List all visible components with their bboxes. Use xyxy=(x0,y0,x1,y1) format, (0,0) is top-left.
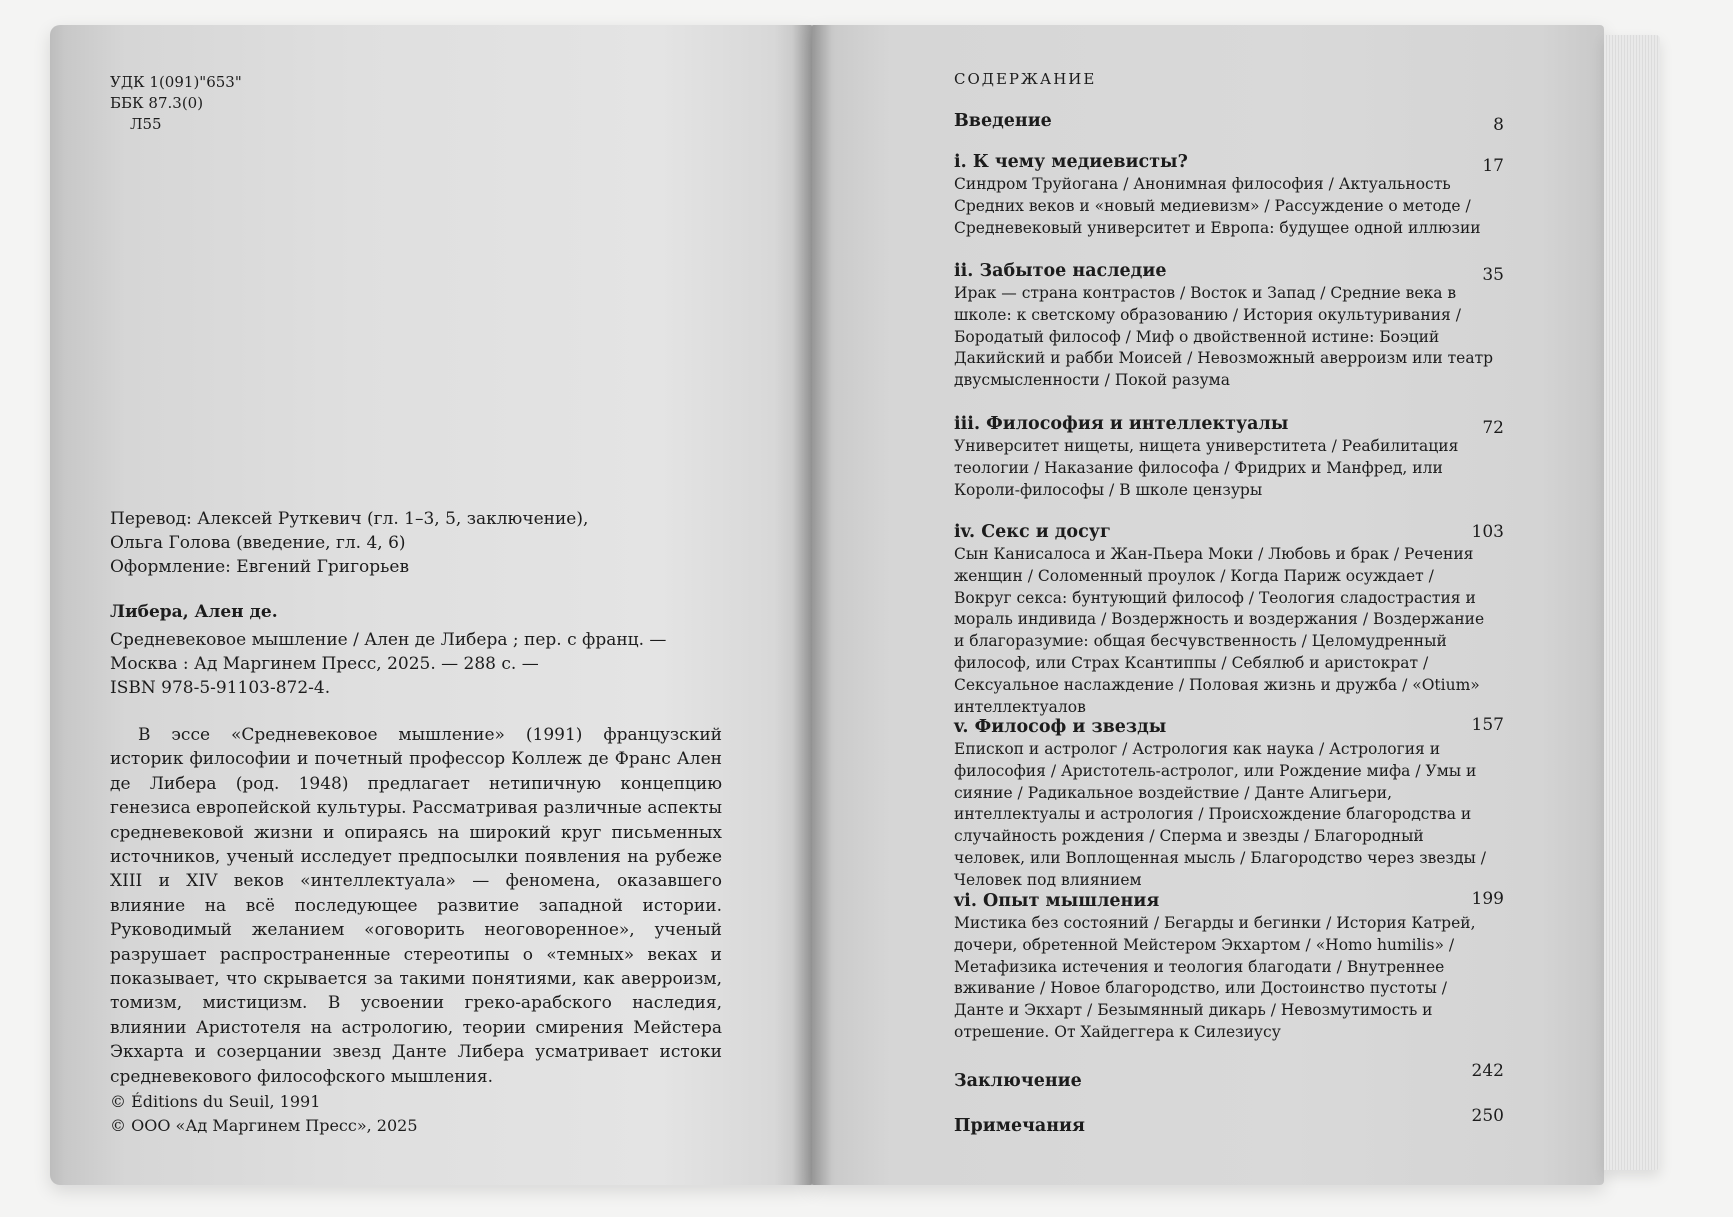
credits-block xyxy=(110,507,588,579)
toc-entry xyxy=(954,412,1504,501)
toc-entry-desc: Мистика без состояний / Бегарды и бегинки / История Катрей, дочери, обретенной Мейстером Экхартом / «Homo humilis» / Метафизика истечения и теология благодати / Внутреннее вживание / Новое благородство, или Достоинство пустоты / Данте и Экхарт / Безымянный дикарь / Невозмутимость и отрешение. От Хайдеггера к Силезиусу xyxy=(954,914,1476,1041)
right-page xyxy=(812,25,1604,1185)
catalog-record xyxy=(110,600,666,700)
toc-entry-title: iii. Философия и интеллектуалы xyxy=(954,414,1289,434)
toc-entry xyxy=(954,1061,1504,1093)
toc-entry xyxy=(954,1106,1504,1138)
abstract-paragraph: В эссе «Средневековое мышление» (1991) французский историк философии и почетный профессор Коллеж де Франс Ален де Либера (род. 1948) предлагает нетипичную концепцию генезиса европейской культуры. Рассматривая различные аспекты средневековой жизни и опираясь на широкий круг письменных источников, ученый исследует предпосылки появления на рубеже XIII и XIV веков «интеллектуала» — феномена, оказавшего влияние на всё последующее развитие западной истории. Руководимый желанием «оговорить неоговоренное», ученый разрушает распространенные стереотипы о «темных» веках и показывает, что скрывается за такими понятиями, как аверроизм, томизм, мистицизм. В усвоении греко-арабского наследия, влиянии Аристотеля на астрологию, теории смирения Мейстера Экхарта и созерцании звезд Данте Либера усматривает истоки средневекового философского мышления. xyxy=(110,725,722,1087)
toc-entry-title: iv. Секс и досуг xyxy=(954,522,1111,542)
toc-entry-desc: Университет нищеты, нищета универститета / Реабилитация теологии / Наказание философа / Фридрих и Манфред, или Короли-философы / В школе цензуры xyxy=(954,437,1459,499)
toc-entry-title: ii. Забытое наследие xyxy=(954,261,1167,281)
author-mark-code: Л55 xyxy=(130,115,162,133)
toc-entry-title: i. К чему медиевисты? xyxy=(954,152,1188,172)
book-gutter xyxy=(792,25,832,1185)
toc-entry-desc: Синдром Труйогана / Анонимная философия / Актуальность Средних веков и «новый медиевизм» / Рассуждение о методе / Средневековый университет и Европа: будущее одной иллюзии xyxy=(954,175,1481,237)
toc-entry xyxy=(954,520,1504,718)
toc-entry-title: Введение xyxy=(954,111,1052,131)
toc-entry-desc: Ирак — страна контрастов / Восток и Запад / Средние века в школе: к светскому образованию / История окультуривания / Бородатый философ / Миф о двойственной истине: Боэций Дакийский и рабби Моисей / Невозможный аверроизм или театр двусмысленности / Покой разума xyxy=(954,284,1494,390)
open-book xyxy=(50,25,1660,1185)
bbk-code: ББК 87.3(0) xyxy=(110,94,204,112)
toc-entry-page: 72 xyxy=(1482,418,1504,438)
toc-entry xyxy=(954,109,1504,135)
toc-entry-page: 35 xyxy=(1482,265,1504,285)
udk-code: УДК 1(091)"653" xyxy=(110,73,242,91)
copyright-line: © ООО «Ад Маргинем Пресс», 2025 xyxy=(110,1116,418,1135)
toc-entry-desc: Епископ и астролог / Астрология как наука / Астрология и философия / Аристотель-астролог, или Рождение мифа / Умы и сияние / Радикальное воздействие / Данте Алигьери, интеллектуалы и астрология / Происхождение благородства и случайность рождения / Сперма и звезды / Благородный человек, или Воплощенная мысль / Благородство через звезды / Человек под влиянием xyxy=(954,740,1487,889)
toc-entry-page: 103 xyxy=(1471,522,1504,542)
toc-entry-desc: Сын Канисалоса и Жан-Пьера Моки / Любовь и брак / Речения женщин / Соломенный проулок / Когда Париж осуждает / Вокруг секса: бунтующий философ / Теология сладострастия и мораль индивида / Воздержность и воздержания / Воздержание и благоразумие: общая бесчувственность / Целомудренный философ, или Страх Ксантиппы / Себялюб и аристократ / Сексуальное наслаждение / Половая жизнь и дружба / «Otium» интеллектуалов xyxy=(954,545,1485,716)
left-page xyxy=(50,25,812,1185)
page-edges xyxy=(1604,35,1660,1170)
toc-heading: СОДЕРЖАНИЕ xyxy=(954,70,1097,88)
catalog-author: Либера, Ален де. xyxy=(110,602,278,622)
copyright-block xyxy=(110,1090,418,1138)
credit-line: Перевод: Алексей Руткевич (гл. 1–3, 5, заключение), xyxy=(110,509,589,529)
toc-entry-page: 242 xyxy=(1471,1061,1504,1081)
catalog-line: ISBN 978-5-91103-872-4. xyxy=(110,678,331,698)
toc-entry xyxy=(954,150,1504,239)
catalog-line: Средневековое мышление / Ален де Либера ; пер. с франц. — xyxy=(110,630,667,650)
toc-entry-title: v. Философ и звезды xyxy=(954,717,1167,737)
toc-entry-page: 199 xyxy=(1471,889,1504,909)
copyright-line: © Éditions du Seuil, 1991 xyxy=(110,1092,321,1111)
catalog-line: Москва : Ад Маргинем Пресс, 2025. — 288 с. — xyxy=(110,654,539,674)
toc-entry xyxy=(954,889,1504,1044)
toc-entry xyxy=(954,715,1504,892)
credit-line: Ольга Голова (введение, гл. 4, 6) xyxy=(110,533,406,553)
toc-entry xyxy=(954,259,1504,392)
toc-entry-title: Примечания xyxy=(954,1116,1085,1136)
bibliographic-codes xyxy=(110,72,242,135)
toc-entry-title: Заключение xyxy=(954,1071,1082,1091)
toc-entry-title: vi. Опыт мышления xyxy=(954,891,1160,911)
toc-entry-page: 250 xyxy=(1471,1106,1504,1126)
credit-line: Оформление: Евгений Григорьев xyxy=(110,557,410,577)
toc-entry-page: 8 xyxy=(1493,115,1504,135)
toc-entry-page: 17 xyxy=(1482,156,1504,176)
toc-entry-page: 157 xyxy=(1471,715,1504,735)
